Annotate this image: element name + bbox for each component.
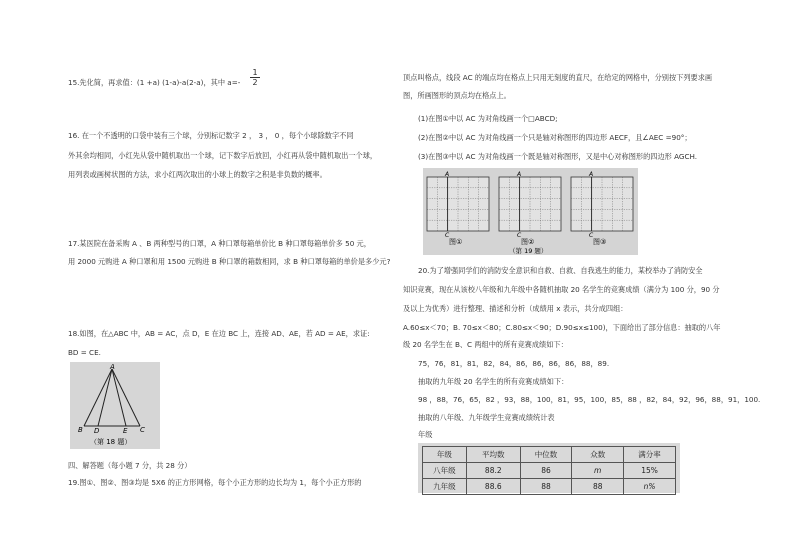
table-cell: m: [572, 463, 624, 479]
label-c: C: [140, 426, 145, 434]
q20-line3: 及以上为优秀）进行整理、描述和分析（成绩用 x 表示，共分成四组：: [403, 304, 628, 313]
q19-cont-line1: 顶点叫格点，线段 AC 的端点均在格点上只用无刻度的直尺，在给定的网格中，分别按下列要求画: [403, 73, 713, 82]
q16-line1: 16. 在一个不透明的口袋中装有三个球，分别标记数字 2 ， 3 ， 0 ，每个小球除数字不同: [68, 131, 354, 140]
q19-figure: [423, 168, 638, 255]
q19-cont-line2: 图，所画图形的顶点均在格点上。: [403, 91, 511, 100]
q18-figure: [70, 362, 160, 449]
table-header: 平均数: [466, 447, 520, 463]
grid1-caption: 图①: [449, 238, 463, 246]
grid3-label-c: C: [589, 232, 594, 239]
table-cell: 88: [520, 479, 572, 495]
triangle-diagram: [70, 362, 160, 449]
q20-line1: 20.为了增强同学们的消防安全意识和自救、自救、自我逃生的能力，某校举办了消防安全: [418, 266, 703, 275]
q18-caption: （第 18 题）: [90, 438, 132, 446]
q19-sub3: (3)在图③中以 AC 为对角线画一个既是轴对称图形，又是中心对称图形的四边形 AGCH.: [418, 152, 698, 161]
q20-line10: 年级: [418, 430, 433, 439]
q20-line6: 75，76，81，81，82，84，86，86，86，86，88，89.: [418, 359, 610, 368]
table-cell: 86: [520, 463, 572, 479]
table-header-row: [423, 447, 676, 463]
q15-fraction-numerator: 1: [250, 68, 260, 78]
q15-text: 15.先化简，再求值：(1 +a) (1-a)-a(2-a)，其中 a=-: [68, 78, 241, 87]
grid-diagrams: [423, 168, 638, 255]
table-cell: n%: [624, 479, 676, 495]
table-header: 中位数: [520, 447, 572, 463]
label-b: B: [78, 426, 83, 434]
q20-line9: 抽取的八年级、九年级学生竞赛成绩统计表: [418, 413, 555, 422]
table-cell: 八年级: [423, 463, 467, 479]
q20-line2: 知识竞赛，现在从该校八年级和九年级中各随机抽取 20 名学生的竞赛成绩（满分为 100 分，90 分: [403, 285, 720, 294]
table-cell: 88.6: [466, 479, 520, 495]
grid-3: [571, 177, 633, 231]
label-e: E: [123, 427, 128, 435]
grid2-label-a: A: [517, 171, 522, 178]
q19-sub1: (1)在图①中以 AC 为对角线画一个□ABCD;: [418, 114, 558, 123]
table-cell: 88.2: [466, 463, 520, 479]
table-cell: 九年级: [423, 479, 467, 495]
table-row: [423, 463, 676, 479]
grid2-caption: 图②: [521, 238, 535, 246]
table-header: 众数: [572, 447, 624, 463]
table-row: [423, 479, 676, 495]
grid1-label-c: C: [445, 232, 450, 239]
q17-line2: 用 2000 元购进 A 种口罩和用 1500 元购进 B 种口罩的箱数相同，求 B 种口罩每箱的单价是多少元?: [68, 257, 391, 266]
grid-2: [499, 177, 561, 231]
q20-line8: 98 ，88，76，65，82 ，93，88，100，81，95，100，85，88 ，82，84，92，96，88，91，100.: [418, 395, 761, 404]
q15-fraction: [250, 68, 260, 87]
label-d: D: [94, 427, 100, 435]
table-header: 年级: [423, 447, 467, 463]
table-header: 满分率: [624, 447, 676, 463]
stats-table: [422, 446, 676, 495]
table-cell: 15%: [624, 463, 676, 479]
label-a: A: [110, 363, 115, 371]
grid3-label-a: A: [589, 171, 594, 178]
table-cell: 88: [572, 479, 624, 495]
q19-intro: 19.图①、图②、图③均是 5X6 的正方形网格，每个小正方形的边长均为 1，每个小正方形的: [68, 478, 362, 487]
q16-line3: 用列表或画树状图的方法，求小红两次取出的小球上的数字之积是非负数的概率。: [68, 170, 327, 179]
grid2-label-c: C: [517, 232, 522, 239]
grid-1: [427, 177, 489, 231]
grid3-caption: 图③: [593, 238, 607, 246]
grid1-label-a: A: [445, 171, 450, 178]
q16-line2: 外其余均相同，小红先从袋中随机取出一个球，记下数字后放回，小红再从袋中随机取出一个球，: [68, 151, 378, 160]
q19-sub2: (2)在图②中以 AC 为对角线画一个只是轴对称图形的四边形 AECF，且∠AEC =90°；: [418, 133, 692, 142]
section4-heading: 四、解答题（每小题 7 分，共 28 分）: [68, 461, 192, 470]
q17-line1: 17.某医院在备采购 A 、B 两种型号的口罩，A 种口罩每箱单价比 B 种口罩每箱单价多 50 元，: [68, 239, 371, 248]
q20-line5: 级 20 名学生在 B、C 两组中的所有竞赛成绩如下：: [403, 340, 568, 349]
q20-line4: A.60≤x＜70；B. 70≤x＜80；C.80≤x＜90；D.90≤x≤100)，下面给出了部分信息：抽取的八年: [403, 323, 721, 332]
q20-line7: 抽取的九年级 20 名学生的所有竞赛成绩如下：: [418, 377, 569, 386]
q18-line2: BD = CE.: [68, 348, 101, 357]
q19-figure-caption: （第 19 题）: [509, 247, 548, 255]
q18-line1: 18.如图，在△ABC 中，AB = AC，点 D，E 在边 BC 上，连接 AD、AE，若 AD = AE，求证:: [68, 329, 370, 338]
q15-fraction-denominator: 2: [252, 78, 258, 87]
